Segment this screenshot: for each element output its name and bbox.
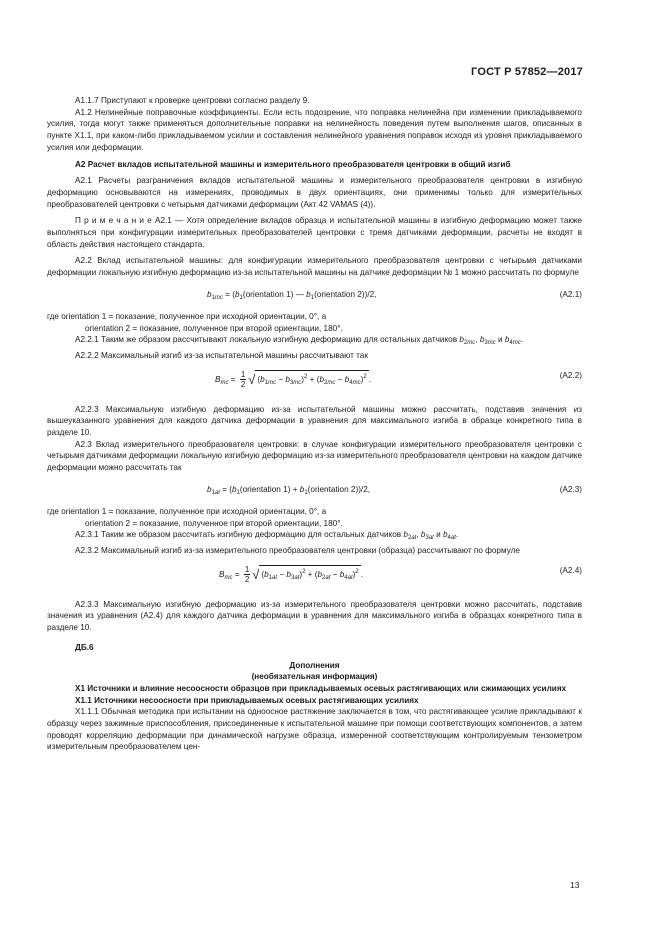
equation-a24-formula: $B_{mc}$ = $\frac{1}{2}$ √ $(b_{1at} - b_{3at})^2 + (b_{2at} - b_{4at})^2$ . [219, 565, 364, 585]
equation-a22-number: (А2.2) [559, 370, 582, 380]
paragraph-a221: А2.2.1 Таким же образом рассчитывают локальную изгибную деформацию для остальных датчиков $b_{2mc}$, $b_{3mc}$ и $b_{4mc}$. [75, 335, 524, 347]
heading-x11: Х1.1 Источники несоосности при прикладываемых осевых растягивающих усилиях [75, 695, 419, 705]
paragraph-x111: Х1.1.1 Обычная методика при испытании на одноосное растяжение заключается в том, что растягивающее усилие прикладывают к образцу через зажимные приспособления, присоединенные к испытательной машине при помощи соответствующих компонентов, а затем проводят корреляцию деформации при динамической нагрузке образца, измеренной соответствующим контролируемым тензометром измерительным преобразователем цен- [47, 707, 582, 752]
equation-a21-number: (А2.1) [559, 289, 582, 299]
paragraph-a117: А1.1.7 Приступают к проверке центровки согласно разделу 9. [75, 96, 310, 105]
note-text: А2.1 — Хотя определение вкладов образца и испытательной машины в изгибную деформацию может также выполняться при конфигурации измерительных преобразователей центровки с тремя датчиками деформации, расчеты не входят в область действия настоящего стандарта. [47, 216, 582, 249]
note-a21 [47, 215, 582, 250]
paragraph-a232: А2.3.2 Максимальный изгиб из-за измерительного преобразователя центровки (образца) рассчитывают по формуле [75, 545, 520, 555]
where-a23-line2: orientation 2 = показание, полученное при второй ориентации, 180°. [85, 518, 343, 528]
where-a23-line1: где orientation 1 = показание, полученное при исходной ориентации, 0°, а [47, 506, 327, 516]
note-label: П р и м е ч а н и е [75, 216, 152, 226]
page-number: 13 [570, 880, 580, 890]
supplements-subtitle: (необязательная информация) [251, 672, 378, 682]
equation-a22 [47, 366, 582, 400]
equation-a21 [47, 283, 582, 307]
paragraph-a21: А2.1 Расчеты разграничения вкладов испытательной машины и измерительного преобразователя центровки в изгибную деформацию основываются на измерениях, проводимых в двух ориентациях, они применимы только для измерительных преобразователей центровки с четырьмя датчиками деформации (Акт 42 VAMAS (4)). [47, 176, 582, 209]
equation-a22-formula: $B_{mc}$ = $\frac{1}{2}$ √ $(b_{1mc} - b_{3mc})^2 + (b_{2mc} - b_{4mc})^2$ . [215, 370, 371, 390]
paragraph-a12: А1.2 Нелинейные поправочные коэффициенты. Если есть подозрение, что поправка нелинейна при изменении прикладываемого усилия, тогда могут также применяться дополнительные поправки на нелинейность поведения путем выполнения шагов, описанных в пункте Х1.1, при каком-либо прикладываемом усилии и составления нелинейного уравнения поправок исходя из уровня прикладываемого усилия или деформации. [47, 107, 582, 152]
supplements-title: Дополнения [289, 660, 340, 670]
heading-x1: Х1 Источники и влияние несоосности образцов при прикладываемых осевых растягивающих или сжимающих усилиях [75, 683, 567, 693]
equation-a23-number: (А2.3) [559, 484, 582, 494]
where-a21-line2: orientation 2 = показание, полученное при второй ориентации, 180°. [85, 323, 343, 333]
equation-a23-formula: $b_{1at}$ = ($b_1(orientation$ $1) + b_1(orientation$ 2))/2, [207, 484, 371, 496]
paragraph-a231: А2.3.1 Таким же образом рассчитать изгибную деформацию для остальных датчиков $b_{2at}$, $b_{3at}$ и $b_{4at}$. [75, 530, 459, 542]
equation-a23 [47, 478, 582, 502]
paragraph-a223: А2.2.3 Максимальную изгибную деформацию из-за испытательной машины можно рассчитать, подставив значения из вышеуказанного уравнения для каждого датчика деформации в уравнения для максимального изгиба в образце конкретного типа в разделе 10. [47, 404, 582, 438]
equation-a21-formula: $b_{1mc}$ = ($b_1(orientation$ 1) — $b_1(orientation$ 2))/2, [207, 289, 377, 301]
section-ds6: ДБ.6 [75, 642, 94, 652]
paragraph-a23: А2.3 Вклад измерительного преобразователя центровки: в случае конфигурации измерительного преобразователя центровки с четырьмя датчиками деформации локальную изгибную деформацию из-за измерительного преобразователя центровки на каждом датчике деформации можно рассчитать так [47, 439, 582, 473]
equation-a24-number: (А2.4) [559, 565, 582, 575]
document-body [47, 95, 582, 753]
section-heading-a2: А2 Расчет вкладов испытательной машины и измерительного преобразователя центровки в общий изгиб [75, 159, 511, 169]
where-a21-line1: где orientation 1 = показание, полученное при исходной ориентации, 0°, а [47, 311, 327, 321]
paragraph-a233: А2.3.3 Максимальную изгибную деформацию из-за измерительного преобразователя центровки можно рассчитать, подставив значения из уравнения (А2.4) для каждого датчика деформации в уравнения для максимального изгиба в образцах конкретного типа в разделе 10. [47, 599, 582, 633]
paragraph-a222: А2.2.2 Максимальный изгиб из-за испытательной машины рассчитывают так [75, 350, 368, 360]
document-header-code: ГОСТ Р 57852—2017 [471, 66, 583, 78]
equation-a24 [47, 561, 582, 595]
paragraph-a22: А2.2 Вклад испытательной машины: для конфигурации измерительного преобразователя центровки с четырьмя датчиками деформации локальную изгибную деформацию из-за испытательной машины на датчике деформации № 1 можно рассчитать по формуле [47, 256, 582, 278]
